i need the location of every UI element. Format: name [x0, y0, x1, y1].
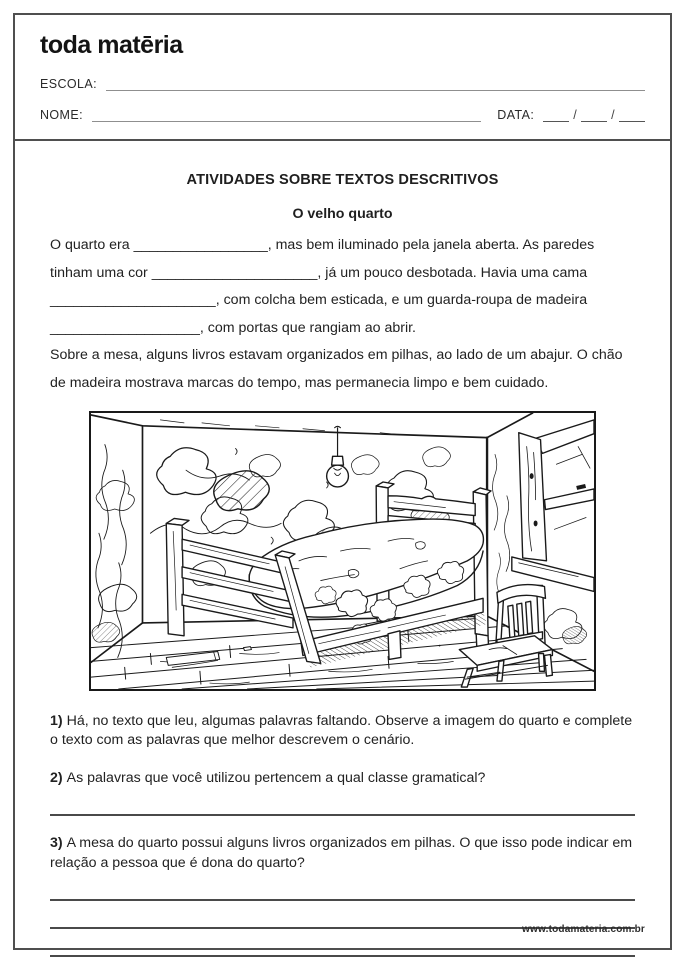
- chair: [459, 584, 552, 687]
- answer-line: [50, 955, 635, 957]
- bed: [166, 482, 491, 667]
- date-label: DATA:: [497, 108, 535, 122]
- answer-line: [50, 899, 635, 901]
- story-paragraph-1: O quarto era _________________, mas bem iluminado pela janela aberta. As paredes tinham uma cor _____________________, já um pouco desbotada. Havia uma cama _____________________, com colcha bem esticada, e um guarda-roupa de madeira ___________________, com portas que rangiam ao abrir.: [50, 237, 595, 336]
- date-day-blank: [543, 109, 569, 122]
- date-separator: /: [573, 108, 578, 122]
- worksheet-body: [15, 172, 670, 957]
- question-1: [50, 712, 635, 752]
- light-bulb: [327, 426, 349, 487]
- question-3: [50, 834, 635, 957]
- window: [512, 419, 594, 591]
- website-url: www.todamateria.com.br: [522, 924, 645, 935]
- question-1-text: Há, no texto que leu, algumas palavras faltando. Observe a imagem do quarto e complete o texto com as palavras que melhor descrevem o cenário.: [50, 712, 633, 749]
- story-paragraph-2: Sobre a mesa, alguns livros estavam organizados em pilhas, ao lado de um abajur. O chão de madeira mostrava marcas do tempo, mas permanecia limpo e bem cuidado.: [50, 347, 623, 391]
- questions-section: [50, 712, 635, 957]
- date-separator: /: [611, 108, 615, 122]
- name-blank-line: [92, 109, 481, 122]
- answer-line: [50, 814, 635, 816]
- question-2-number: 2): [50, 770, 63, 787]
- worksheet-title: ATIVIDADES SOBRE TEXTOS DESCRITIVOS: [186, 172, 499, 188]
- question-2-text: As palavras que você utilizou pertencem a qual classe gramatical?: [66, 770, 486, 787]
- school-label: ESCOLA:: [40, 77, 97, 91]
- page-frame: [13, 13, 672, 950]
- question-3-number: 3): [50, 834, 63, 851]
- name-label: NOME:: [40, 108, 83, 122]
- story-title: O velho quarto: [292, 206, 393, 222]
- header: [15, 15, 670, 141]
- brand-logo: toda matēria: [40, 31, 183, 59]
- school-row: [40, 77, 645, 91]
- question-3-text: A mesa do quarto possui alguns livros organizados em pilhas. O que isso pode indicar em relação a pessoa que é dona do quarto?: [50, 834, 633, 871]
- date-year-blank: [619, 109, 645, 122]
- school-blank-line: [106, 78, 645, 91]
- bedroom-illustration: [89, 411, 596, 691]
- question-2: [50, 769, 635, 816]
- question-1-number: 1): [50, 712, 63, 729]
- name-date-row: [40, 108, 645, 122]
- date-month-blank: [581, 109, 607, 122]
